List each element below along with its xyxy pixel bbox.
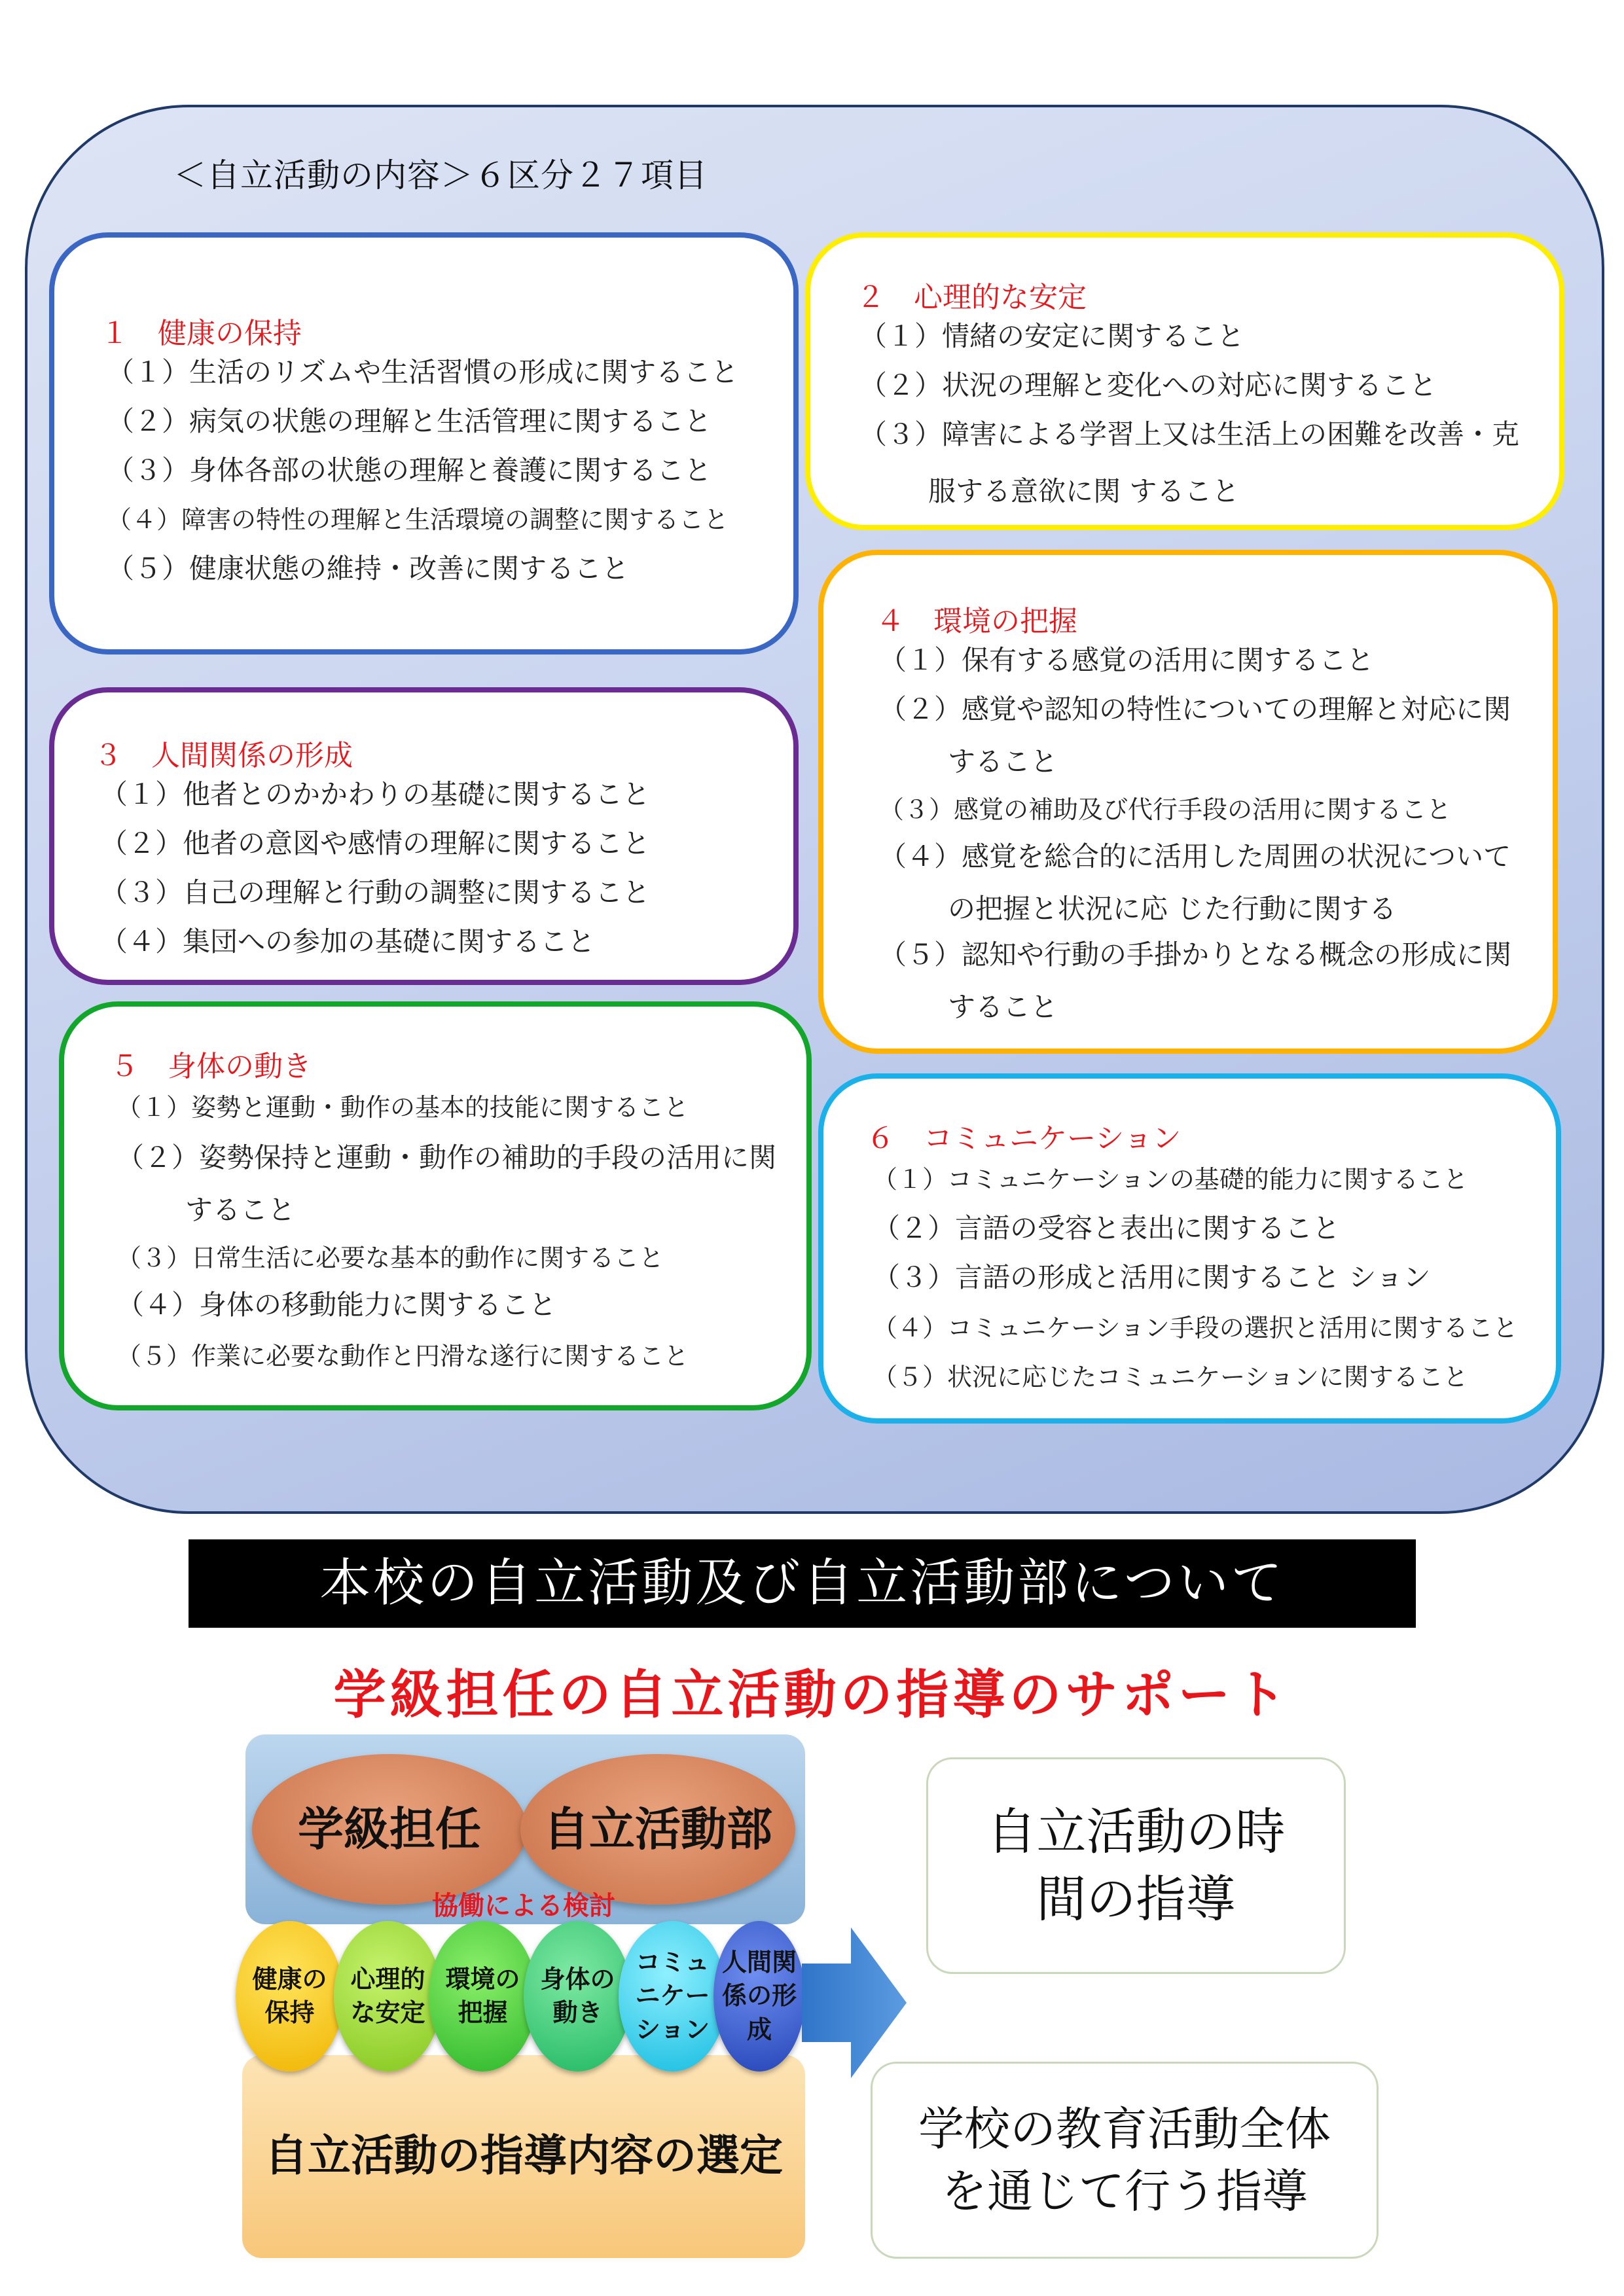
list-item: （４）コミュニケーション手段の選択と活用に関すること: [873, 1314, 1518, 1342]
circle-communication: [619, 1921, 727, 2072]
circle-line: ニケー: [635, 1981, 710, 2011]
card-communication: [818, 1073, 1561, 1424]
circle-health: [236, 1921, 344, 2072]
list-item: （１）生活のリズムや生活習慣の形成に関すること: [107, 356, 739, 388]
list-item-continued: すること: [948, 745, 1058, 778]
circle-line: 保持: [264, 1998, 315, 2027]
card-title: ４ 環境の把握: [876, 605, 1077, 638]
circle-line: 健康の: [252, 1964, 327, 1994]
section-banner: [189, 1539, 1416, 1628]
collaboration-label: 協働による検討: [432, 1891, 615, 1921]
circle-line: 環境の: [445, 1964, 520, 1994]
list-item: （５）認知や行動の手掛かりとなる概念の形成に関: [879, 939, 1512, 971]
list-item: （３）障害による学習上又は生活上の困難を改善・克: [859, 418, 1520, 450]
selection-label: 自立活動の指導内容の選定: [264, 2130, 783, 2181]
circle-line: ション: [635, 2015, 710, 2044]
list-item: （３）身体各部の状態の理解と養護に関すること: [107, 454, 712, 486]
oval-label: 自立活動部: [543, 1803, 772, 1856]
list-item: （２）状況の理解と変化への対応に関すること: [859, 369, 1437, 401]
card-title: １ 健康の保持: [100, 317, 302, 350]
circle-line: 成: [746, 2015, 772, 2044]
circle-environment: [429, 1921, 537, 2072]
circle-line: コミュ: [635, 1948, 710, 1977]
list-item: （２）病気の状態の理解と生活管理に関すること: [107, 405, 712, 437]
list-item-continued: すること: [185, 1194, 296, 1226]
list-item: （１）保有する感覚の活用に関すること: [879, 644, 1375, 676]
arrow-right-icon: [802, 1928, 907, 2078]
list-item: （３）自己の理解と行動の調整に関すること: [100, 876, 651, 908]
box-line: 学校の教育活動全体: [918, 2102, 1331, 2156]
circle-psychological: [334, 1921, 442, 2072]
circle-line: 動き: [552, 1998, 603, 2027]
box-line: 自立活動の時: [986, 1802, 1286, 1861]
circle-line: 心理的: [350, 1964, 425, 1994]
card-title: ２ 心理的な安定: [856, 281, 1087, 314]
list-item: （２）感覚や認知の特性についての理解と対応に関: [879, 693, 1511, 725]
circle-line: 把握: [458, 1998, 508, 2027]
card-psychological: [805, 232, 1564, 530]
list-item: （２）他者の意図や感情の理解に関すること: [100, 827, 651, 859]
circle-line: 係の形: [721, 1981, 797, 2011]
list-item: （２）言語の受容と表出に関すること: [873, 1212, 1341, 1244]
box-line: 間の指導: [1036, 1869, 1236, 1928]
card-environment: [818, 550, 1558, 1054]
banner-title: 本校の自立活動及び自立活動部について: [319, 1554, 1285, 1613]
panel-title: ＜自立活動の内容＞６区分２７項目: [173, 156, 708, 194]
list-item: （３）感覚の補助及び代行手段の活用に関すること: [879, 795, 1452, 824]
list-item: （３）言語の形成と活用に関すること ション: [873, 1261, 1431, 1293]
card-health: [49, 232, 799, 655]
whole-school-instruction-box: [871, 2062, 1379, 2259]
list-item: （５）状況に応じたコミュニケーションに関すること: [873, 1363, 1468, 1391]
list-item: （５）作業に必要な動作と円滑な遂行に関すること: [117, 1342, 689, 1371]
list-item-continued: すること: [948, 991, 1058, 1023]
circle-line: 人間関: [721, 1948, 797, 1977]
list-item: （３）日常生活に必要な基本的動作に関すること: [117, 1244, 664, 1272]
oval-label: 学級担任: [298, 1803, 481, 1856]
list-item: （１）コミュニケーションの基礎的能力に関すること: [873, 1165, 1468, 1194]
list-item: （１）他者とのかかわりの基礎に関すること: [100, 778, 651, 810]
list-item: （４）集団への参加の基礎に関すること: [100, 925, 596, 958]
section-subtitle: 学級担任の自立活動の指導のサポート: [333, 1664, 1291, 1725]
card-relationships: [49, 687, 799, 985]
list-item: （５）健康状態の維持・改善に関すること: [107, 552, 630, 584]
homeroom-teacher-oval: [252, 1754, 527, 1905]
circle-line: 身体の: [540, 1964, 615, 1994]
list-item: （１）情緒の安定に関すること: [859, 320, 1245, 352]
list-item: （４）障害の特性の理解と生活環境の調整に関すること: [107, 505, 729, 534]
self-reliance-dept-oval: [520, 1754, 795, 1905]
card-title: ３ 人間関係の形成: [94, 739, 353, 772]
list-item-continued: 服する意欲に関 すること: [928, 475, 1240, 507]
list-item: （４）感覚を総合的に活用した周囲の状況について: [879, 840, 1511, 872]
list-item-continued: の把握と状況に応 じた行動に関する: [948, 893, 1397, 925]
time-based-instruction-box: [926, 1757, 1346, 1974]
circle-relationships: [713, 1921, 805, 2072]
card-title: ５ 身体の動き: [110, 1050, 312, 1083]
list-item: （２）姿勢保持と運動・動作の補助的手段の活用に関: [117, 1141, 777, 1174]
box-line: を通じて行う指導: [941, 2164, 1308, 2218]
card-title: ６ コミュニケーション: [866, 1122, 1182, 1155]
card-body-movement: [59, 1001, 812, 1410]
circle-line: な安定: [350, 1998, 425, 2027]
list-item: （１）姿勢と運動・動作の基本的技能に関すること: [117, 1093, 689, 1122]
list-item: （４）身体の移動能力に関すること: [117, 1289, 557, 1321]
circle-body: [524, 1921, 632, 2072]
